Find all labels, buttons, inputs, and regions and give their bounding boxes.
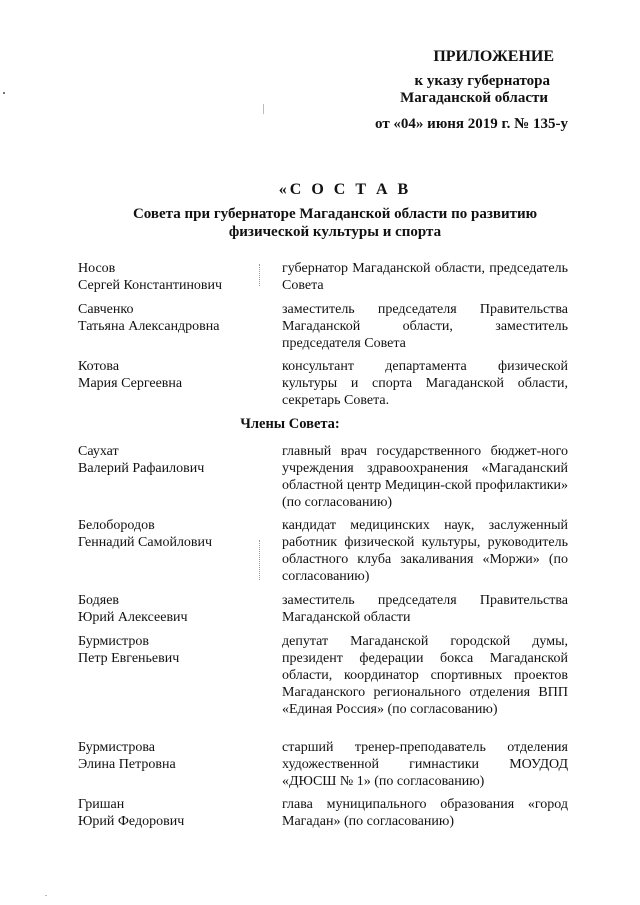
member-role: кандидат медицинских наук, заслуженный работник физической культуры, руководитель областного клуба закаливания «Моржи» (по согласованию) xyxy=(282,518,568,584)
scan-speck xyxy=(263,104,264,114)
member-surname: Бодяев xyxy=(78,593,120,608)
member-given-names: Валерий Рафаилович xyxy=(78,461,205,476)
appendix-label: ПРИЛОЖЕНИЕ xyxy=(433,48,554,65)
document-subtitle-line-1: Совета при губернаторе Магаданской области по развитию xyxy=(132,206,538,222)
member-name xyxy=(78,301,268,335)
member-name xyxy=(78,796,268,830)
member-given-names: Элина Петровна xyxy=(78,757,176,772)
document-title: «С О С Т А В xyxy=(278,181,412,198)
member-name xyxy=(78,517,268,551)
member-role: заместитель председателя Правительства Магаданской области xyxy=(282,593,568,625)
member-name xyxy=(78,739,268,773)
member-given-names: Мария Сергеевна xyxy=(78,376,183,391)
member-name xyxy=(78,358,268,392)
member-surname: Бурмистров xyxy=(78,634,149,649)
member-role: депутат Магаданской городской думы, президент федерации бокса Магаданской области, координатор спортивных проектов Магаданского регионального отделения ВПП «Единая Россия» (по согласованию) xyxy=(282,634,568,717)
decree-reference-line-1: к указу губернатора xyxy=(414,73,550,89)
member-name xyxy=(78,260,268,294)
member-name xyxy=(78,633,268,667)
member-role: старший тренер-преподаватель отделения художественной гимнастики МОУДОД «ДЮСШ № 1» (по согласованию) xyxy=(282,740,568,789)
document-subtitle-line-2: физической культуры и спорта xyxy=(228,224,442,240)
members-section-heading: Члены Совета: xyxy=(240,416,340,432)
member-surname: Носов xyxy=(78,261,116,276)
member-given-names: Юрий Алексеевич xyxy=(78,610,188,625)
member-surname: Бурмистрова xyxy=(78,740,155,755)
member-given-names: Татьяна Александровна xyxy=(78,319,220,334)
decree-reference-line-2: Магаданской области xyxy=(400,90,548,106)
member-surname: Котова xyxy=(78,359,120,374)
member-given-names: Петр Евгеньевич xyxy=(78,651,180,666)
member-given-names: Геннадий Самойлович xyxy=(78,535,213,550)
member-surname: Саухат xyxy=(78,444,119,459)
member-role: заместитель председателя Правительства Магаданской области, заместитель председателя Совета xyxy=(282,302,568,351)
member-role: губернатор Магаданской области, председатель Совета xyxy=(282,261,568,293)
member-given-names: Сергей Константинович xyxy=(78,278,223,293)
member-name xyxy=(78,592,268,626)
member-surname: Белобородов xyxy=(78,518,155,533)
scan-speck xyxy=(45,895,47,896)
member-role: консультант департамента физической культуры и спорта Магаданской области, секретарь Совета. xyxy=(282,359,568,408)
member-name xyxy=(78,443,268,477)
member-role: глава муниципального образования «город Магадан» (по согласованию) xyxy=(282,797,568,829)
member-surname: Савченко xyxy=(78,302,134,317)
member-given-names: Юрий Федорович xyxy=(78,814,185,829)
decree-date: от «04» июня 2019 г. № 135-у xyxy=(375,116,568,132)
scan-speck xyxy=(3,92,5,94)
member-role: главный врач государственного бюджет-ного учреждения здравоохранения «Магаданский областной центр Медицин-ской профилактики» (по согласованию) xyxy=(282,444,568,510)
member-surname: Гришан xyxy=(78,797,125,812)
